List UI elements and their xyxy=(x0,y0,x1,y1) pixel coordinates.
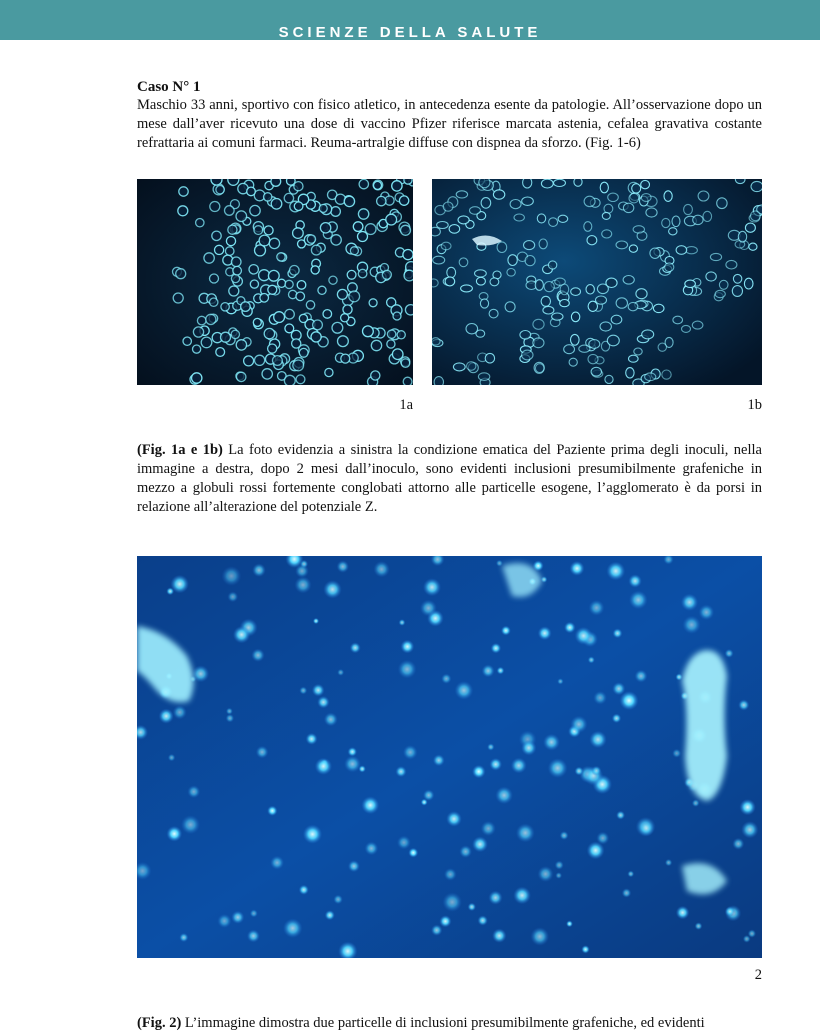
figure-1-caption xyxy=(137,441,762,517)
figure-2-photo xyxy=(137,556,762,958)
case-heading: Caso N° 1 xyxy=(137,79,201,95)
figure-1a-label: 1a xyxy=(399,397,413,413)
section-title: SCIENZE DELLA SALUTE xyxy=(278,24,542,40)
figure-2-caption-ref: (Fig. 2) xyxy=(137,1015,182,1031)
case-description: Maschio 33 anni, sportivo con fisico atletico, in antecedenza esente da patologie. All’osservazione dopo un mese dall’aver ricevuto una dose di vaccino Pfizer riferisce marcata astenia, cefalea gravativa costante refrattaria ai comuni farmaci. Reuma-artralgie diffuse con dispnea da sforzo. (Fig. 1-6) xyxy=(137,97,762,151)
figure-1b-photo xyxy=(432,179,762,385)
figure-1b-label: 1b xyxy=(747,397,762,413)
figure-2-caption-text: L’immagine dimostra due particelle di inclusioni presumibilmente grafeniche, ed evidenti xyxy=(181,1015,705,1031)
figure-1-caption-ref: (Fig. 1a e 1b) xyxy=(137,442,223,458)
figure-1-caption-text: La foto evidenzia a sinistra la condizione ematica del Paziente prima degli inoculi, nella immagine a destra, dopo 2 mesi dall’inoculo, sono evidenti inclusioni presumibilmente grafeniche in mezzo a globuli rossi fortemente conglobati attorno alle particelle esogene, l’agglomerato è da porsi in relazione all’alterazione del potenziale Z. xyxy=(137,442,762,515)
figure-2-label: 2 xyxy=(754,967,762,983)
figure-1a-photo xyxy=(137,179,413,385)
